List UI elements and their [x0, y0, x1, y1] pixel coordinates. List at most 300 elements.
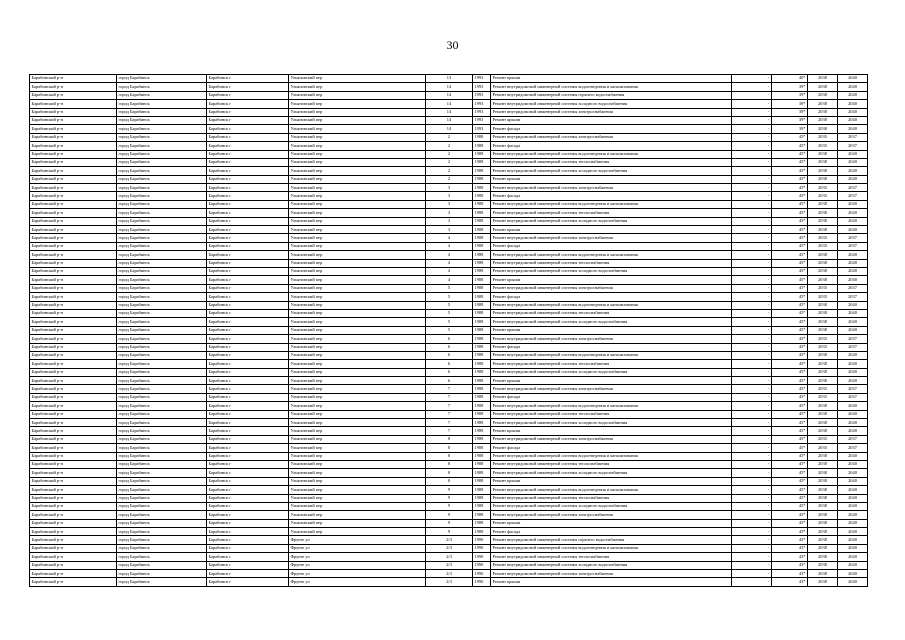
start-year-cell: 2038 — [808, 175, 838, 183]
district-cell: Барабинский р-н — [30, 578, 117, 586]
municipality-cell: город Барабинск — [117, 234, 207, 242]
year-built-cell: 1988 — [473, 284, 491, 292]
house-number-cell: 5 — [426, 326, 473, 334]
wear-percent-cell: 45* — [772, 200, 808, 208]
house-number-cell: 2 — [426, 167, 473, 175]
work-type-cell: Ремонт внутридомовой инженерной системы электроснабжения — [491, 284, 732, 292]
settlement-cell: Барабинск г — [207, 393, 289, 401]
house-number-cell: 4 — [426, 234, 473, 242]
district-cell: Барабинский р-н — [30, 184, 117, 192]
settlement-cell: Барабинск г — [207, 377, 289, 385]
dash-cell: - — [732, 360, 772, 368]
start-year-cell: 2038 — [808, 167, 838, 175]
municipality-cell: город Барабинск — [117, 83, 207, 91]
municipality-cell: город Барабинск — [117, 460, 207, 468]
house-number-cell: 2 — [426, 175, 473, 183]
year-built-cell: 1990 — [473, 544, 491, 552]
street-cell: Ульяновский пер — [289, 192, 426, 200]
dash-cell: - — [732, 570, 772, 578]
year-built-cell: 1988 — [473, 427, 491, 435]
district-cell: Барабинский р-н — [30, 570, 117, 578]
municipality-cell: город Барабинск — [117, 192, 207, 200]
house-number-cell: 3 — [426, 192, 473, 200]
year-built-cell: 1988 — [473, 528, 491, 536]
dash-cell: - — [732, 184, 772, 192]
dash-cell: - — [732, 469, 772, 477]
settlement-cell: Барабинск г — [207, 259, 289, 267]
house-number-cell: 8 — [426, 435, 473, 443]
wear-percent-cell: 45* — [772, 519, 808, 527]
end-year-cell: 2040 — [838, 251, 868, 259]
dash-cell: - — [732, 234, 772, 242]
wear-percent-cell: 45* — [772, 368, 808, 376]
street-cell: Фрунзе ул — [289, 578, 426, 586]
dash-cell: - — [732, 259, 772, 267]
work-type-cell: Ремонт внутридомовой инженерной системы электроснабжения — [491, 385, 732, 393]
settlement-cell: Барабинск г — [207, 83, 289, 91]
settlement-cell: Барабинск г — [207, 469, 289, 477]
district-cell: Барабинский р-н — [30, 544, 117, 552]
settlement-cell: Барабинск г — [207, 217, 289, 225]
street-cell: Ульяновский пер — [289, 427, 426, 435]
municipality-cell: город Барабинск — [117, 435, 207, 443]
street-cell: Ульяновский пер — [289, 519, 426, 527]
street-cell: Фрунзе ул — [289, 544, 426, 552]
year-built-cell: 1993 — [473, 75, 491, 83]
wear-percent-cell: 43* — [772, 536, 808, 544]
start-year-cell: 2038 — [808, 158, 838, 166]
end-year-cell: 2040 — [838, 150, 868, 158]
year-built-cell: 1988 — [473, 242, 491, 250]
dash-cell: - — [732, 486, 772, 494]
house-number-cell: 7 — [426, 402, 473, 410]
work-type-cell: Ремонт внутридомовой инженерной системы электроснабжения — [491, 511, 732, 519]
work-type-cell: Ремонт внутридомовой инженерной системы холодного водоснабжения — [491, 167, 732, 175]
dash-cell: - — [732, 410, 772, 418]
house-number-cell: 3 — [426, 226, 473, 234]
dash-cell: - — [732, 402, 772, 410]
district-cell: Барабинский р-н — [30, 427, 117, 435]
municipality-cell: город Барабинск — [117, 528, 207, 536]
table-row — [30, 116, 868, 124]
end-year-cell: 2040 — [838, 301, 868, 309]
street-cell: Ульяновский пер — [289, 494, 426, 502]
start-year-cell: 2038 — [808, 427, 838, 435]
dash-cell: - — [732, 301, 772, 309]
end-year-cell: 2040 — [838, 502, 868, 510]
street-cell: Ульяновский пер — [289, 410, 426, 418]
start-year-cell: 2038 — [808, 460, 838, 468]
year-built-cell: 1990 — [473, 578, 491, 586]
street-cell: Ульяновский пер — [289, 150, 426, 158]
page-number: 30 — [446, 38, 459, 52]
municipality-cell: город Барабинск — [117, 368, 207, 376]
street-cell: Ульяновский пер — [289, 91, 426, 99]
table-row — [30, 318, 868, 326]
work-type-cell: Ремонт внутридомовой инженерной системы водоотведения и канализования — [491, 301, 732, 309]
work-type-cell: Ремонт внутридомовой инженерной системы холодного водоснабжения — [491, 502, 732, 510]
wear-percent-cell: 45* — [772, 351, 808, 359]
district-cell: Барабинский р-н — [30, 318, 117, 326]
start-year-cell: 2038 — [808, 502, 838, 510]
start-year-cell: 2038 — [808, 83, 838, 91]
dash-cell: - — [732, 494, 772, 502]
end-year-cell: 2040 — [838, 100, 868, 108]
start-year-cell: 2038 — [808, 209, 838, 217]
wear-percent-cell: 45* — [772, 158, 808, 166]
year-built-cell: 1988 — [473, 309, 491, 317]
dash-cell: - — [732, 502, 772, 510]
year-built-cell: 1988 — [473, 368, 491, 376]
table-row — [30, 242, 868, 250]
start-year-cell: 2038 — [808, 578, 838, 586]
table-body — [30, 75, 868, 587]
wear-percent-cell: 45* — [772, 402, 808, 410]
house-number-cell: 7 — [426, 427, 473, 435]
dash-cell: - — [732, 309, 772, 317]
dash-cell: - — [732, 351, 772, 359]
start-year-cell: 2038 — [808, 494, 838, 502]
work-type-cell: Ремонт внутридомовой инженерной системы электроснабжения — [491, 435, 732, 443]
settlement-cell: Барабинск г — [207, 410, 289, 418]
work-type-cell: Ремонт внутридомовой инженерной системы горячего водоснабжения — [491, 91, 732, 99]
wear-percent-cell: 45* — [772, 175, 808, 183]
settlement-cell: Барабинск г — [207, 209, 289, 217]
work-type-cell: Ремонт внутридомовой инженерной системы электроснабжения — [491, 108, 732, 116]
wear-percent-cell: 45* — [772, 477, 808, 485]
district-cell: Барабинский р-н — [30, 75, 117, 83]
house-number-cell: 4 — [426, 242, 473, 250]
street-cell: Ульяновский пер — [289, 75, 426, 83]
wear-percent-cell: 45* — [772, 301, 808, 309]
house-number-cell: 2/3 — [426, 544, 473, 552]
house-number-cell: 14 — [426, 116, 473, 124]
wear-percent-cell: 45* — [772, 309, 808, 317]
end-year-cell: 2040 — [838, 553, 868, 561]
dash-cell: - — [732, 335, 772, 343]
street-cell: Ульяновский пер — [289, 251, 426, 259]
settlement-cell: Барабинск г — [207, 133, 289, 141]
start-year-cell: 2035 — [808, 293, 838, 301]
wear-percent-cell: 43* — [772, 570, 808, 578]
settlement-cell: Барабинск г — [207, 293, 289, 301]
end-year-cell: 2037 — [838, 133, 868, 141]
district-cell: Барабинский р-н — [30, 293, 117, 301]
start-year-cell: 2038 — [808, 536, 838, 544]
table-row — [30, 326, 868, 334]
street-cell: Ульяновский пер — [289, 377, 426, 385]
settlement-cell: Барабинск г — [207, 402, 289, 410]
settlement-cell: Барабинск г — [207, 385, 289, 393]
year-built-cell: 1988 — [473, 435, 491, 443]
year-built-cell: 1988 — [473, 477, 491, 485]
house-number-cell: 5 — [426, 284, 473, 292]
dash-cell: - — [732, 192, 772, 200]
settlement-cell: Барабинск г — [207, 427, 289, 435]
settlement-cell: Барабинск г — [207, 477, 289, 485]
wear-percent-cell: 39* — [772, 83, 808, 91]
municipality-cell: город Барабинск — [117, 444, 207, 452]
work-type-cell: Ремонт фасада — [491, 343, 732, 351]
year-built-cell: 1988 — [473, 251, 491, 259]
end-year-cell: 2037 — [838, 234, 868, 242]
street-cell: Ульяновский пер — [289, 142, 426, 150]
district-cell: Барабинский р-н — [30, 209, 117, 217]
work-type-cell: Ремонт внутридомовой инженерной системы теплоснабжения — [491, 494, 732, 502]
wear-percent-cell: 45* — [772, 435, 808, 443]
dash-cell: - — [732, 460, 772, 468]
house-number-cell: 9 — [426, 502, 473, 510]
work-type-cell: Ремонт внутридомовой инженерной системы водоотведения и канализования — [491, 200, 732, 208]
street-cell: Ульяновский пер — [289, 326, 426, 334]
start-year-cell: 2035 — [808, 444, 838, 452]
table-row — [30, 259, 868, 267]
year-built-cell: 1988 — [473, 335, 491, 343]
end-year-cell: 2040 — [838, 402, 868, 410]
work-type-cell: Ремонт внутридомовой инженерной системы теплоснабжения — [491, 259, 732, 267]
municipality-cell: город Барабинск — [117, 578, 207, 586]
district-cell: Барабинский р-н — [30, 377, 117, 385]
municipality-cell: город Барабинск — [117, 133, 207, 141]
district-cell: Барабинский р-н — [30, 226, 117, 234]
start-year-cell: 2035 — [808, 335, 838, 343]
table-row — [30, 158, 868, 166]
house-number-cell: 4 — [426, 267, 473, 275]
start-year-cell: 2038 — [808, 570, 838, 578]
year-built-cell: 1988 — [473, 377, 491, 385]
house-number-cell: 9 — [426, 511, 473, 519]
wear-percent-cell: 45* — [772, 133, 808, 141]
dash-cell: - — [732, 477, 772, 485]
table-row — [30, 553, 868, 561]
dash-cell: - — [732, 427, 772, 435]
dash-cell: - — [732, 284, 772, 292]
settlement-cell: Барабинск г — [207, 326, 289, 334]
district-cell: Барабинский р-н — [30, 502, 117, 510]
start-year-cell: 2038 — [808, 226, 838, 234]
street-cell: Ульяновский пер — [289, 393, 426, 401]
end-year-cell: 2037 — [838, 142, 868, 150]
start-year-cell: 2038 — [808, 553, 838, 561]
end-year-cell: 2040 — [838, 419, 868, 427]
dash-cell: - — [732, 444, 772, 452]
street-cell: Ульяновский пер — [289, 528, 426, 536]
table-row — [30, 108, 868, 116]
year-built-cell: 1988 — [473, 259, 491, 267]
work-type-cell: Ремонт крыши — [491, 477, 732, 485]
street-cell: Ульяновский пер — [289, 502, 426, 510]
year-built-cell: 1993 — [473, 116, 491, 124]
dash-cell: - — [732, 561, 772, 569]
district-cell: Барабинский р-н — [30, 343, 117, 351]
work-type-cell: Ремонт фасада — [491, 444, 732, 452]
municipality-cell: город Барабинск — [117, 494, 207, 502]
end-year-cell: 2040 — [838, 75, 868, 83]
end-year-cell: 2037 — [838, 284, 868, 292]
house-number-cell: 8 — [426, 452, 473, 460]
table-row — [30, 267, 868, 275]
district-cell: Барабинский р-н — [30, 83, 117, 91]
settlement-cell: Барабинск г — [207, 502, 289, 510]
work-type-cell: Ремонт внутридомовой инженерной системы холодного водоснабжения — [491, 100, 732, 108]
end-year-cell: 2040 — [838, 427, 868, 435]
settlement-cell: Барабинск г — [207, 242, 289, 250]
work-type-cell: Ремонт крыши — [491, 276, 732, 284]
municipality-cell: город Барабинск — [117, 335, 207, 343]
district-cell: Барабинский р-н — [30, 452, 117, 460]
table-row — [30, 209, 868, 217]
year-built-cell: 1988 — [473, 276, 491, 284]
street-cell: Ульяновский пер — [289, 234, 426, 242]
start-year-cell: 2035 — [808, 385, 838, 393]
settlement-cell: Барабинск г — [207, 284, 289, 292]
street-cell: Ульяновский пер — [289, 217, 426, 225]
street-cell: Ульяновский пер — [289, 242, 426, 250]
dash-cell: - — [732, 150, 772, 158]
start-year-cell: 2035 — [808, 133, 838, 141]
year-built-cell: 1993 — [473, 125, 491, 133]
end-year-cell: 2040 — [838, 167, 868, 175]
settlement-cell: Барабинск г — [207, 435, 289, 443]
start-year-cell: 2038 — [808, 318, 838, 326]
district-cell: Барабинский р-н — [30, 116, 117, 124]
wear-percent-cell: 45* — [772, 209, 808, 217]
dash-cell: - — [732, 267, 772, 275]
year-built-cell: 1988 — [473, 444, 491, 452]
street-cell: Ульяновский пер — [289, 116, 426, 124]
street-cell: Ульяновский пер — [289, 343, 426, 351]
municipality-cell: город Барабинск — [117, 477, 207, 485]
house-number-cell: 6 — [426, 377, 473, 385]
end-year-cell: 2037 — [838, 184, 868, 192]
street-cell: Ульяновский пер — [289, 209, 426, 217]
settlement-cell: Барабинск г — [207, 91, 289, 99]
settlement-cell: Барабинск г — [207, 544, 289, 552]
end-year-cell: 2040 — [838, 528, 868, 536]
municipality-cell: город Барабинск — [117, 167, 207, 175]
dash-cell: - — [732, 435, 772, 443]
table-row — [30, 477, 868, 485]
settlement-cell: Барабинск г — [207, 460, 289, 468]
wear-percent-cell: 39* — [772, 116, 808, 124]
house-number-cell: 2 — [426, 150, 473, 158]
year-built-cell: 1988 — [473, 234, 491, 242]
municipality-cell: город Барабинск — [117, 309, 207, 317]
start-year-cell: 2035 — [808, 393, 838, 401]
wear-percent-cell: 43* — [772, 553, 808, 561]
end-year-cell: 2040 — [838, 309, 868, 317]
house-number-cell: 2/3 — [426, 553, 473, 561]
end-year-cell: 2040 — [838, 536, 868, 544]
year-built-cell: 1988 — [473, 419, 491, 427]
table-row — [30, 544, 868, 552]
street-cell: Ульяновский пер — [289, 83, 426, 91]
wear-percent-cell: 45* — [772, 251, 808, 259]
district-cell: Барабинский р-н — [30, 335, 117, 343]
table-row — [30, 309, 868, 317]
start-year-cell: 2038 — [808, 511, 838, 519]
end-year-cell: 2040 — [838, 217, 868, 225]
table-row — [30, 276, 868, 284]
year-built-cell: 1988 — [473, 167, 491, 175]
settlement-cell: Барабинск г — [207, 578, 289, 586]
district-cell: Барабинский р-н — [30, 259, 117, 267]
district-cell: Барабинский р-н — [30, 91, 117, 99]
start-year-cell: 2038 — [808, 477, 838, 485]
end-year-cell: 2037 — [838, 242, 868, 250]
end-year-cell: 2040 — [838, 259, 868, 267]
house-number-cell: 5 — [426, 301, 473, 309]
dash-cell: - — [732, 83, 772, 91]
dash-cell: - — [732, 100, 772, 108]
year-built-cell: 1988 — [473, 385, 491, 393]
year-built-cell: 1988 — [473, 402, 491, 410]
work-type-cell: Ремонт фасада — [491, 242, 732, 250]
start-year-cell: 2038 — [808, 486, 838, 494]
settlement-cell: Барабинск г — [207, 553, 289, 561]
year-built-cell: 1988 — [473, 326, 491, 334]
year-built-cell: 1988 — [473, 511, 491, 519]
district-cell: Барабинский р-н — [30, 494, 117, 502]
year-built-cell: 1988 — [473, 318, 491, 326]
start-year-cell: 2038 — [808, 544, 838, 552]
dash-cell: - — [732, 209, 772, 217]
municipality-cell: город Барабинск — [117, 91, 207, 99]
municipality-cell: город Барабинск — [117, 570, 207, 578]
settlement-cell: Барабинск г — [207, 351, 289, 359]
end-year-cell: 2040 — [838, 578, 868, 586]
start-year-cell: 2038 — [808, 326, 838, 334]
street-cell: Ульяновский пер — [289, 477, 426, 485]
wear-percent-cell: 40* — [772, 75, 808, 83]
settlement-cell: Барабинск г — [207, 486, 289, 494]
year-built-cell: 1988 — [473, 351, 491, 359]
dash-cell: - — [732, 133, 772, 141]
district-cell: Барабинский р-н — [30, 410, 117, 418]
table-row — [30, 444, 868, 452]
street-cell: Ульяновский пер — [289, 486, 426, 494]
wear-percent-cell: 45* — [772, 486, 808, 494]
year-built-cell: 1988 — [473, 192, 491, 200]
wear-percent-cell: 45* — [772, 167, 808, 175]
end-year-cell: 2037 — [838, 444, 868, 452]
dash-cell: - — [732, 217, 772, 225]
table-row — [30, 217, 868, 225]
settlement-cell: Барабинск г — [207, 561, 289, 569]
start-year-cell: 2038 — [808, 276, 838, 284]
wear-percent-cell: 45* — [772, 511, 808, 519]
street-cell: Ульяновский пер — [289, 402, 426, 410]
district-cell: Барабинский р-н — [30, 528, 117, 536]
street-cell: Ульяновский пер — [289, 276, 426, 284]
municipality-cell: город Барабинск — [117, 519, 207, 527]
settlement-cell: Барабинск г — [207, 276, 289, 284]
work-type-cell: Ремонт крыши — [491, 175, 732, 183]
wear-percent-cell: 45* — [772, 192, 808, 200]
work-type-cell: Ремонт внутридомовой инженерной системы теплоснабжения — [491, 553, 732, 561]
settlement-cell: Барабинск г — [207, 267, 289, 275]
house-number-cell: 2/3 — [426, 570, 473, 578]
street-cell: Ульяновский пер — [289, 360, 426, 368]
start-year-cell: 2038 — [808, 217, 838, 225]
end-year-cell: 2040 — [838, 368, 868, 376]
start-year-cell: 2038 — [808, 200, 838, 208]
municipality-cell: город Барабинск — [117, 502, 207, 510]
work-type-cell: Ремонт внутридомовой инженерной системы водоотведения и канализования — [491, 452, 732, 460]
work-type-cell: Ремонт внутридомовой инженерной системы холодного водоснабжения — [491, 318, 732, 326]
wear-percent-cell: 45* — [772, 343, 808, 351]
house-number-cell: 14 — [426, 100, 473, 108]
